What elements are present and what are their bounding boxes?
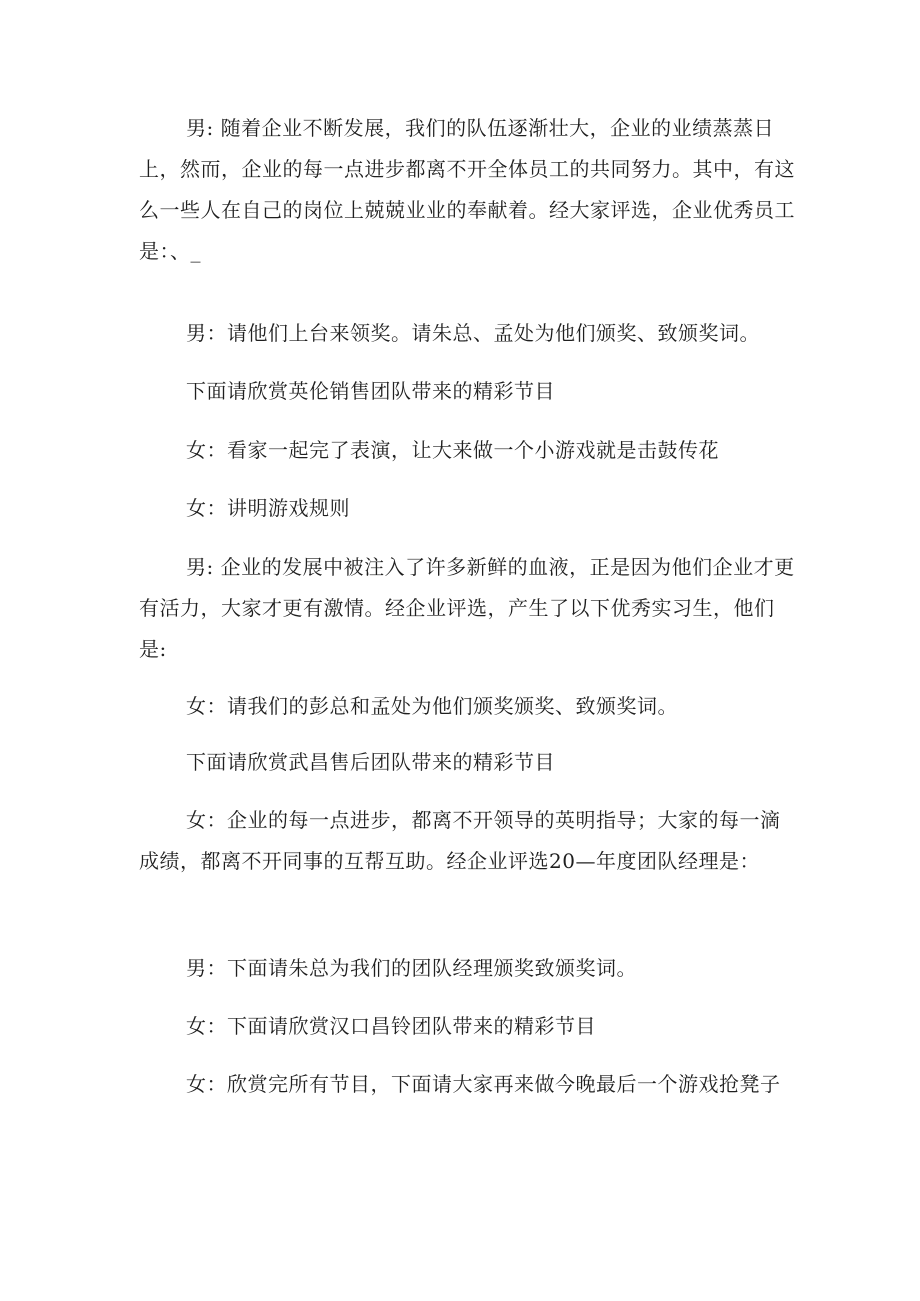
paragraph-text: 下面请欣赏武昌售后团队带来的精彩节目	[186, 750, 555, 774]
paragraph-7	[139, 686, 799, 727]
paragraph-text: 下面请欣赏英伦销售团队带来的精彩节目	[186, 379, 555, 403]
paragraph-12	[139, 1064, 799, 1105]
paragraph-text: 女：企业的每一点进步，都离不开领导的英明指导；大家的每一滴成绩，都离不开同事的互帮互助。经企业评选20—年度团队经理是：	[139, 808, 781, 873]
paragraph-text: 男: 企业的发展中被注入了许多新鲜的血液，正是因为他们企业才更有活力，大家才更有激情。经企业评选，产生了以下优秀实习生，他们是:	[139, 555, 795, 661]
paragraph-3	[139, 371, 799, 412]
paragraph-text: 女：下面请欣赏汉口昌铃团队带来的精彩节目	[186, 1014, 596, 1038]
paragraph-text: 女：看家一起完了表演，让大来做一个小游戏就是击鼓传花	[186, 438, 719, 462]
paragraph-text: 男: 随着企业不断发展，我们的队伍逐渐壮大，企业的业绩蒸蒸日上，然而，企业的每一点进步都离不开全体员工的共同努力。其中，有这么一些人在自己的岗位上兢兢业业的奉献着。经大家评选，企业优秀员工是：、_	[139, 116, 795, 263]
paragraph-6	[139, 547, 799, 670]
paragraph-1	[139, 108, 799, 272]
paragraph-4	[139, 430, 799, 471]
paragraph-11	[139, 1006, 799, 1047]
paragraph-9	[139, 800, 799, 882]
paragraph-text: 女：欣赏完所有节目，下面请大家再来做今晚最后一个游戏抢凳子	[186, 1072, 781, 1096]
paragraph-text: 女：请我们的彭总和孟处为他们颁奖颁奖、致颁奖词。	[186, 694, 678, 718]
paragraph-8	[139, 742, 799, 783]
paragraph-10	[139, 948, 799, 989]
paragraph-text: 男：请他们上台来领奖。请朱总、孟处为他们颁奖、致颁奖词。	[186, 321, 760, 345]
paragraph-text: 男：下面请朱总为我们的团队经理颁奖致颁奖词。	[186, 956, 637, 980]
paragraph-2	[139, 313, 799, 354]
paragraph-text: 女：讲明游戏规则	[186, 496, 350, 520]
paragraph-5	[139, 488, 799, 529]
